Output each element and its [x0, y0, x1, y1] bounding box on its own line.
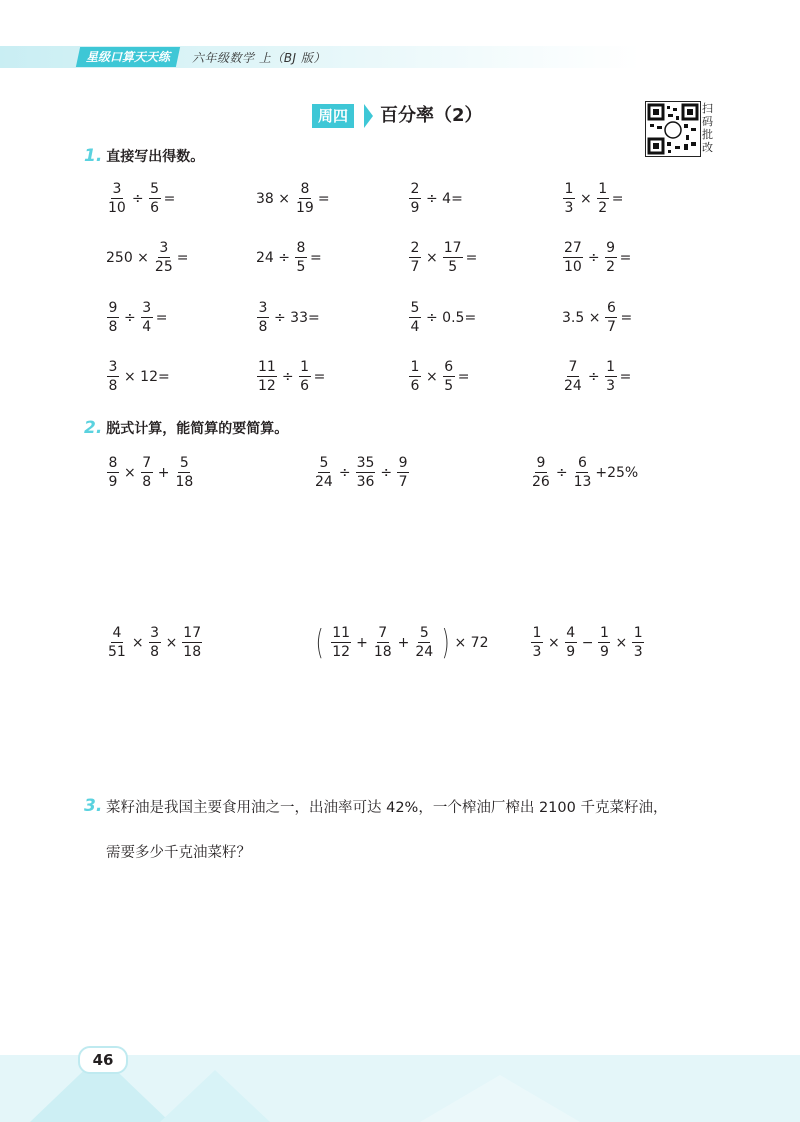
- oral-problem: 24 ÷ $\frac{8}{5}$ =: [256, 240, 322, 275]
- qr-code-icon[interactable]: [645, 101, 701, 157]
- fraction: $\frac{8}{5}$: [296, 240, 306, 275]
- calc-problem-6: $\frac{1}{3}$ × $\frac{4}{9}$ − $\frac{1}{9}$ × $\frac{1}{3}$: [532, 625, 643, 660]
- fraction: $\frac{3}{8}$: [258, 300, 268, 335]
- fraction: $\frac{2}{7}$: [410, 240, 420, 275]
- section-2-number: 2.: [84, 418, 103, 438]
- section-2-heading: [84, 418, 288, 438]
- oral-problem: $\frac{11}{12}$ ÷ $\frac{1}{6}$ =: [258, 359, 326, 394]
- fraction: $\frac{5}{6}$: [150, 181, 160, 216]
- fraction: $\frac{8}{19}$: [296, 181, 314, 216]
- section-3-number: 3.: [84, 796, 103, 816]
- fraction: $\frac{5}{4}$: [410, 300, 420, 335]
- oral-problem: $\frac{3}{8}$ ÷ 33=: [258, 300, 320, 335]
- oral-problem: $\frac{9}{8}$ ÷ $\frac{3}{4}$ =: [108, 300, 168, 335]
- section-1-heading: [84, 146, 204, 166]
- oral-problem: $\frac{5}{4}$ ÷ 0.5=: [410, 300, 477, 335]
- fraction: $\frac{2}{9}$: [410, 181, 420, 216]
- fraction: $\frac{17}{5}$: [443, 240, 462, 275]
- oral-problem: 250 × $\frac{3}{25}$ =: [106, 240, 189, 275]
- section-2-instruction: 脱式计算，能简算的要简算。: [106, 421, 289, 437]
- fraction: $\frac{3}{10}$: [108, 181, 126, 216]
- oral-problem: $\frac{27}{10}$ ÷ $\frac{9}{2}$ =: [564, 240, 632, 275]
- fraction: $\frac{3}{25}$: [154, 240, 173, 275]
- page-number: 46: [78, 1046, 128, 1074]
- word-problem-line-2: 需要多少千克油菜籽？: [106, 845, 251, 861]
- fraction: $\frac{1}{3}$: [606, 359, 616, 394]
- footer-decoration: [420, 1075, 580, 1122]
- fraction: $\frac{9}{8}$: [108, 300, 118, 335]
- fraction: $\frac{3}{4}$: [142, 300, 152, 335]
- oral-problem: $\frac{1}{3}$ × $\frac{1}{2}$ =: [564, 181, 624, 216]
- section-3: [84, 796, 102, 816]
- fraction: $\frac{9}{2}$: [606, 240, 616, 275]
- fraction: $\frac{7}{24}$: [564, 359, 582, 394]
- fraction: $\frac{6}{7}$: [606, 300, 616, 335]
- fraction: $\frac{1}{2}$: [598, 181, 608, 216]
- calc-problem-3: $\frac{9}{26}$ ÷ $\frac{6}{13}$ +25%: [532, 455, 639, 490]
- oral-problem: $\frac{2}{9}$ ÷ 4=: [410, 181, 463, 216]
- fraction: $\frac{6}{5}$: [444, 359, 454, 394]
- word-problem-line-1: 菜籽油是我国主要食用油之一，出油率可达 42%，一个榨油厂榨出 2100 千克菜籽油，: [106, 800, 668, 816]
- page-title: 百分率（2）: [380, 105, 483, 126]
- section-1-number: 1.: [84, 146, 103, 166]
- calc-problem-1: $\frac{8}{9}$ × $\frac{7}{8}$ + $\frac{5}{18}$: [108, 455, 194, 490]
- section-1-instruction: 直接写出得数。: [106, 149, 205, 165]
- fraction: $\frac{1}{3}$: [564, 181, 574, 216]
- calc-problem-5: ( $\frac{11}{12}$ + $\frac{7}{18}$ + $\frac{5}{24}$ ) × 72: [315, 622, 489, 663]
- oral-problem: $\frac{3}{10}$ ÷ $\frac{5}{6}$ =: [108, 181, 176, 216]
- fraction: $\frac{1}{6}$: [410, 359, 420, 394]
- brand-tag: 星级口算天天练: [76, 47, 180, 67]
- fraction: $\frac{11}{12}$: [258, 359, 276, 394]
- book-subtitle: 六年级数学 上（BJ 版）: [192, 51, 326, 65]
- oral-problem: $\frac{1}{6}$ × $\frac{6}{5}$ =: [410, 359, 470, 394]
- oral-problem: 3.5 × $\frac{6}{7}$ =: [562, 300, 633, 335]
- fraction: $\frac{3}{8}$: [108, 359, 118, 394]
- day-tag: 周四: [312, 104, 354, 128]
- oral-problem: $\frac{3}{8}$ × 12=: [108, 359, 170, 394]
- footer-decoration: [160, 1070, 270, 1122]
- fraction: $\frac{27}{10}$: [564, 240, 582, 275]
- calc-problem-4: $\frac{4}{51}$ × $\frac{3}{8}$ × $\frac{17}{18}$: [108, 625, 202, 660]
- fraction: $\frac{1}{6}$: [300, 359, 310, 394]
- calc-problem-2: $\frac{5}{24}$ ÷ $\frac{35}{36}$ ÷ $\frac{9}{7}$: [315, 455, 408, 490]
- oral-problem: $\frac{2}{7}$ × $\frac{17}{5}$ =: [410, 240, 478, 275]
- qr-label: 扫码批改: [702, 102, 713, 154]
- oral-problem: 38 × $\frac{8}{19}$ =: [256, 181, 330, 216]
- oral-problem: $\frac{7}{24}$ ÷ $\frac{1}{3}$ =: [564, 359, 632, 394]
- day-tag-arrow: [364, 104, 373, 128]
